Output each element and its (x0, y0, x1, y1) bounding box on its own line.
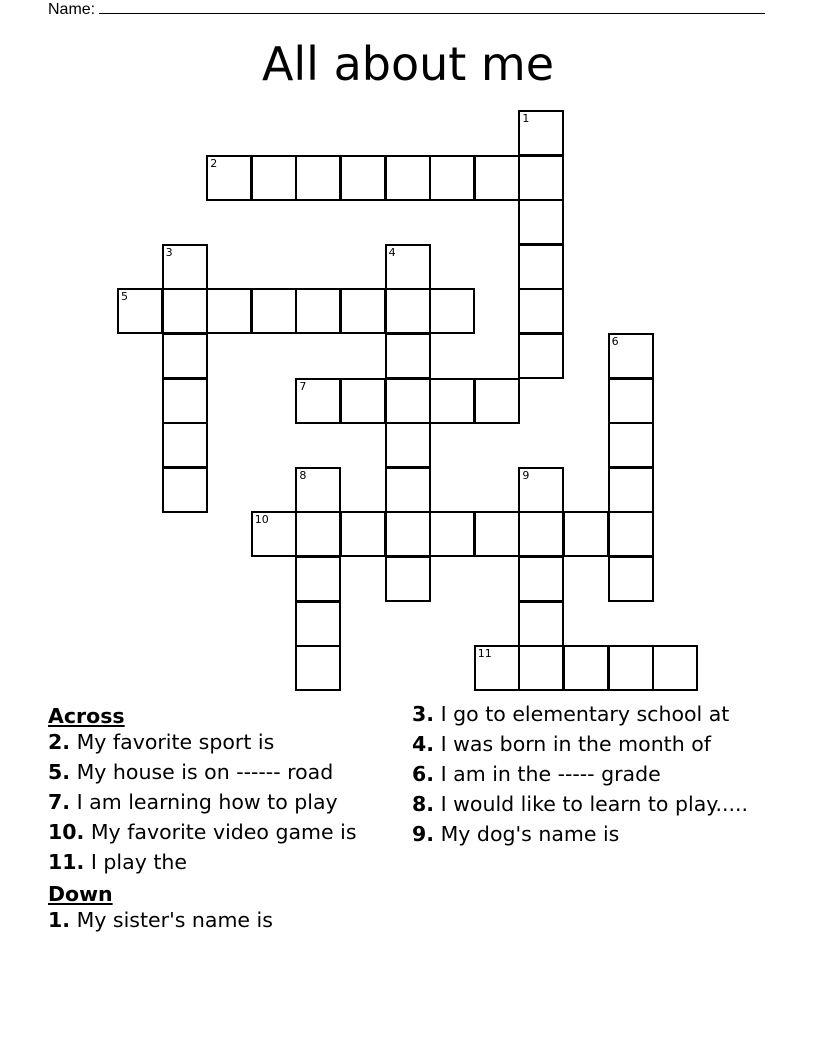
grid-cell[interactable] (608, 556, 654, 602)
clue-number: 4. (412, 732, 435, 756)
grid-cell[interactable] (162, 467, 208, 513)
grid-cell[interactable] (608, 511, 654, 557)
clue-across-10 (48, 820, 398, 845)
grid-cell[interactable] (385, 467, 431, 513)
grid-cell[interactable] (518, 511, 564, 557)
grid-cell[interactable] (608, 467, 654, 513)
clue-text: My dog's name is (440, 822, 620, 846)
grid-cell[interactable] (429, 155, 475, 201)
grid-cell[interactable] (429, 511, 475, 557)
clue-across-7 (48, 790, 398, 815)
clues-column-left (48, 702, 398, 938)
grid-cell[interactable] (162, 244, 208, 290)
clue-text: I am learning how to play (76, 790, 338, 814)
clue-across-5 (48, 760, 398, 785)
grid-cell[interactable] (608, 378, 654, 424)
grid-cell[interactable] (608, 422, 654, 468)
page-title: All about me (261, 37, 555, 91)
grid-cell[interactable] (295, 511, 341, 557)
grid-cell[interactable] (206, 288, 252, 334)
clue-text: I would like to learn to play..... (440, 792, 749, 816)
grid-cell[interactable] (518, 288, 564, 334)
grid-cell[interactable] (295, 467, 341, 513)
grid-cell[interactable] (295, 155, 341, 201)
clue-number: 6. (412, 762, 435, 786)
grid-cell[interactable] (518, 467, 564, 513)
clue-number: 2. (48, 730, 71, 754)
clue-text: My sister's name is (76, 908, 273, 932)
clues-column-right (412, 702, 762, 852)
grid-cell[interactable] (429, 288, 475, 334)
grid-cell[interactable] (340, 155, 386, 201)
clue-number-label: 10 (254, 513, 269, 527)
grid-cell[interactable] (474, 645, 520, 691)
grid-cell[interactable] (518, 110, 564, 156)
clue-number: 9. (412, 822, 435, 846)
clue-text: My favorite video game is (90, 820, 357, 844)
grid-cell[interactable] (385, 556, 431, 602)
grid-cell[interactable] (608, 333, 654, 379)
grid-cell[interactable] (162, 288, 208, 334)
grid-cell[interactable] (295, 645, 341, 691)
grid-cell[interactable] (474, 155, 520, 201)
grid-cell[interactable] (206, 155, 252, 201)
grid-cell[interactable] (340, 288, 386, 334)
grid-cell[interactable] (340, 511, 386, 557)
clue-number-label: 11 (477, 647, 492, 661)
grid-cell[interactable] (385, 244, 431, 290)
clue-text: My house is on ------ road (76, 760, 334, 784)
clue-down-3 (412, 702, 762, 727)
clue-number-label: 2 (210, 156, 218, 170)
grid-cell[interactable] (295, 556, 341, 602)
grid-cell[interactable] (340, 378, 386, 424)
grid-cell[interactable] (518, 199, 564, 245)
grid-cell[interactable] (385, 422, 431, 468)
clue-across-2 (48, 730, 398, 755)
grid-cell[interactable] (474, 511, 520, 557)
clue-number: 1. (48, 908, 71, 932)
clue-number-label: 1 (522, 112, 530, 125)
grid-cell[interactable] (563, 645, 609, 691)
clue-across-11 (48, 850, 398, 875)
grid-cell[interactable] (385, 155, 431, 201)
down-heading: Down (48, 882, 113, 906)
clue-number-label: 8 (299, 468, 307, 482)
clue-text: I was born in the month of (440, 732, 711, 756)
grid-cell[interactable] (518, 645, 564, 691)
clue-number: 7. (48, 790, 71, 814)
clue-text: I go to elementary school at (440, 702, 730, 726)
name-label: Name: (48, 1, 96, 18)
grid-cell[interactable] (251, 511, 297, 557)
grid-cell[interactable] (385, 378, 431, 424)
grid-cell[interactable] (563, 511, 609, 557)
clue-number-label: 5 (121, 290, 128, 304)
grid-cell[interactable] (385, 333, 431, 379)
grid-cell[interactable] (518, 556, 564, 602)
grid-cell[interactable] (251, 288, 297, 334)
clue-text: I play the (90, 850, 187, 874)
clue-number-label: 6 (611, 335, 619, 348)
across-heading: Across (48, 704, 125, 728)
grid-cell[interactable] (385, 288, 431, 334)
grid-cell[interactable] (162, 378, 208, 424)
clue-number: 10. (48, 820, 85, 844)
grid-cell[interactable] (518, 333, 564, 379)
grid-cell[interactable] (474, 378, 520, 424)
grid-cell[interactable] (518, 601, 564, 647)
clue-number-label: 9 (522, 468, 530, 482)
grid-cell[interactable] (117, 288, 163, 334)
clue-number: 8. (412, 792, 435, 816)
grid-cell[interactable] (518, 155, 564, 201)
grid-cell[interactable] (251, 155, 297, 201)
grid-cell[interactable] (162, 422, 208, 468)
clue-down-8 (412, 792, 762, 817)
clue-down-6 (412, 762, 762, 787)
clue-text: My favorite sport is (76, 730, 275, 754)
grid-cell[interactable] (162, 333, 208, 379)
grid-cell[interactable] (295, 601, 341, 647)
clue-down-9 (412, 822, 762, 847)
clue-number-label: 3 (165, 245, 173, 259)
clue-down-1 (48, 908, 398, 933)
grid-cell[interactable] (429, 378, 475, 424)
grid-cell[interactable] (295, 378, 341, 424)
grid-cell[interactable] (295, 288, 341, 334)
clue-number: 11. (48, 850, 85, 874)
clue-number: 5. (48, 760, 71, 784)
clue-down-4 (412, 732, 762, 757)
clue-number-label: 4 (388, 245, 396, 259)
clue-number-label: 7 (299, 379, 307, 393)
clue-number: 3. (412, 702, 435, 726)
grid-cell[interactable] (652, 645, 698, 691)
grid-cell[interactable] (608, 645, 654, 691)
grid-cell[interactable] (518, 244, 564, 290)
grid-cell[interactable] (385, 511, 431, 557)
clue-text: I am in the ----- grade (440, 762, 661, 786)
